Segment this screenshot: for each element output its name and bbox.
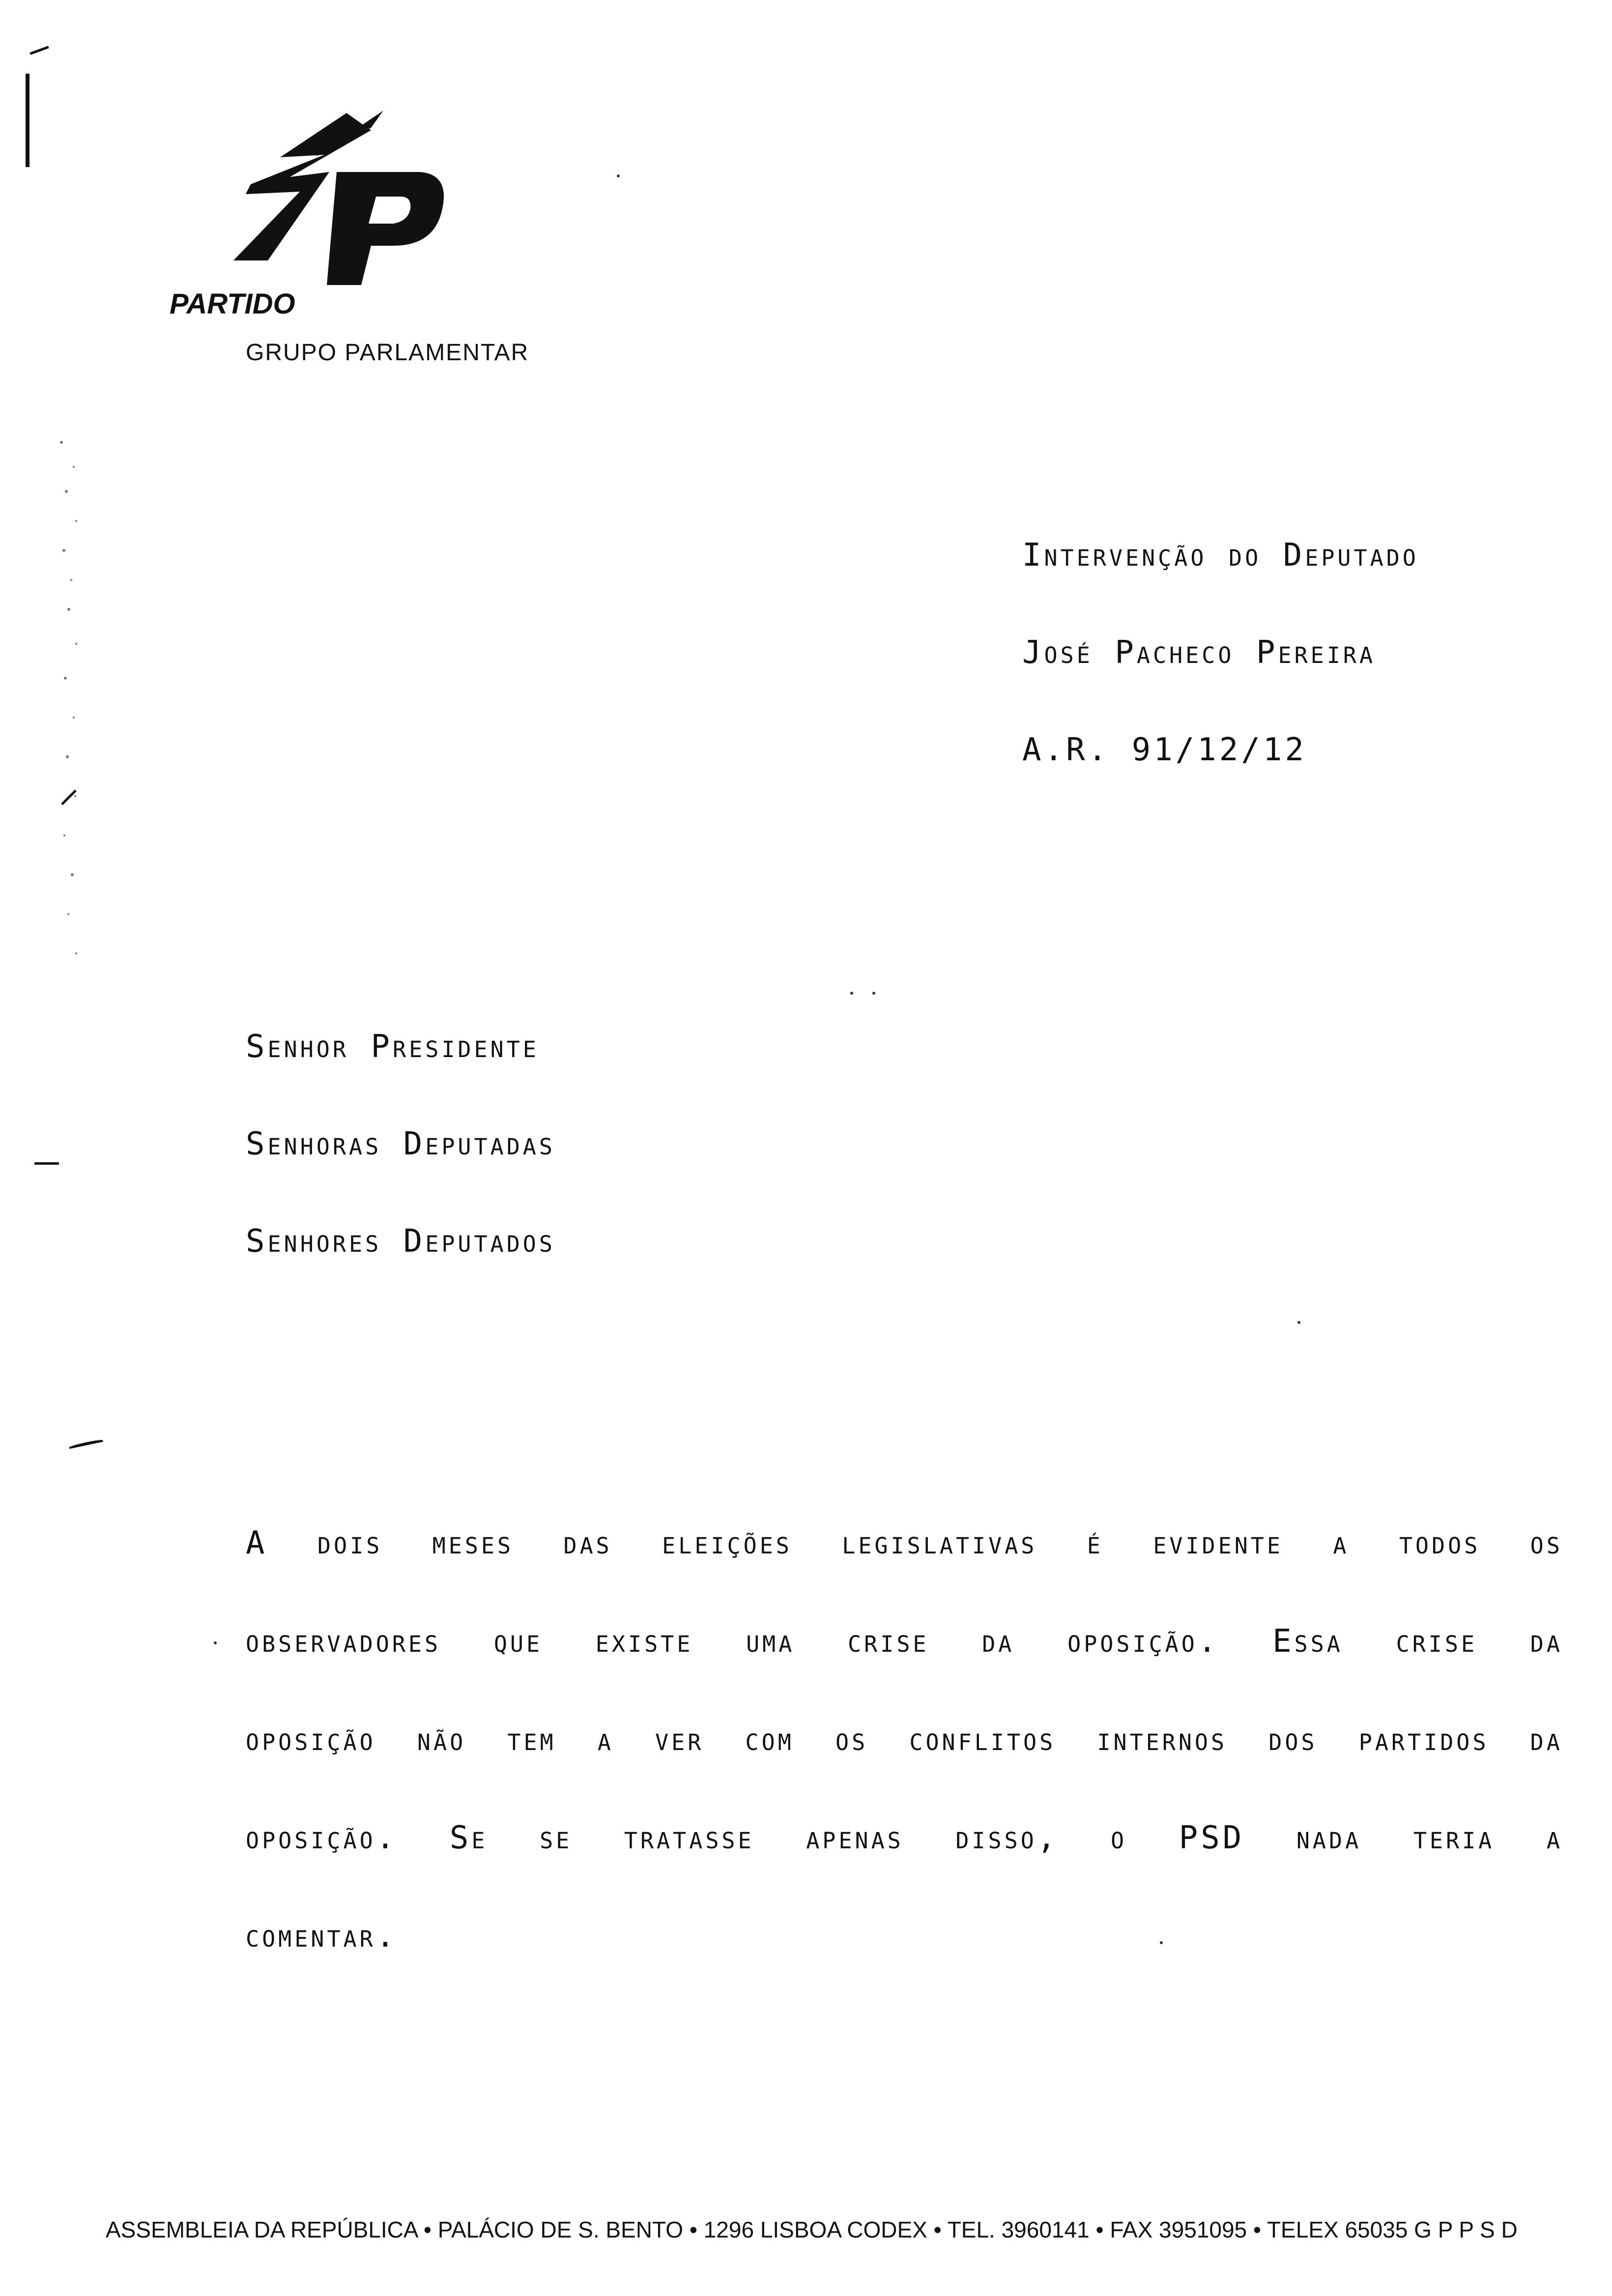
body-line	[246, 1619, 1563, 1718]
heading-date: A.R. 91/12/12	[1022, 732, 1307, 768]
body-line	[246, 1816, 1563, 1914]
body-word: observadores	[246, 1623, 441, 1660]
body-word: Essa	[1272, 1623, 1343, 1660]
body-word: tem	[507, 1722, 556, 1758]
body-word: internos	[1097, 1722, 1228, 1758]
body-word: os	[835, 1722, 868, 1758]
body-word: meses	[432, 1525, 514, 1561]
body-word: da	[982, 1623, 1015, 1660]
body-word: os	[1530, 1525, 1563, 1561]
speech-heading	[1022, 533, 1419, 825]
body-word: dos	[1268, 1722, 1318, 1758]
body-word: é	[1087, 1525, 1103, 1561]
salutation-male-deputies: Senhores Deputados	[246, 1223, 555, 1260]
body-word: oposição	[246, 1722, 376, 1758]
scan-dot	[1297, 1321, 1300, 1324]
body-word: teria	[1413, 1820, 1495, 1856]
body-word: a	[1546, 1820, 1563, 1856]
scan-mark-left-bar	[26, 74, 29, 167]
body-word: da	[1530, 1623, 1563, 1660]
body-word: crise	[848, 1623, 929, 1660]
body-word: partidos	[1358, 1722, 1489, 1758]
scan-speckle-margin	[47, 423, 96, 1012]
body-line	[246, 1718, 1563, 1816]
body-word: ver	[655, 1722, 704, 1758]
scan-dot	[1160, 1941, 1163, 1944]
body-word: que	[493, 1623, 543, 1660]
body-word: disso,	[955, 1820, 1059, 1856]
body-word: a	[597, 1722, 614, 1758]
scan-dot	[872, 992, 875, 995]
body-word: comentar.	[246, 1918, 398, 1954]
party-name: PARTIDO	[170, 288, 295, 320]
body-word: dois	[317, 1525, 383, 1561]
psd-logo	[177, 98, 452, 285]
body-word: apenas	[806, 1820, 904, 1856]
psd-arrow-logo-icon	[177, 98, 452, 285]
heading-title: Intervenção do Deputado	[1022, 537, 1419, 574]
salutation-block	[246, 1025, 555, 1317]
salutation-president: Senhor Presidente	[246, 1029, 539, 1065]
body-word: existe	[595, 1623, 693, 1660]
body-word: das	[563, 1525, 612, 1561]
body-word: legislativas	[842, 1525, 1037, 1561]
body-word: oposição.	[1067, 1623, 1220, 1660]
body-line	[246, 1914, 1563, 2012]
body-word: se	[540, 1820, 573, 1856]
body-word: com	[745, 1722, 794, 1758]
body-line	[246, 1521, 1563, 1619]
body-word: conflitos	[909, 1722, 1056, 1758]
body-word: oposição.	[246, 1820, 398, 1856]
body-word: crise	[1396, 1623, 1478, 1660]
body-word: Se	[449, 1820, 488, 1856]
body-word: o	[1110, 1820, 1127, 1856]
scan-dot	[850, 992, 853, 995]
scan-mark-top-tick	[29, 46, 49, 55]
scan-dot	[617, 174, 620, 177]
body-word: evidente	[1153, 1525, 1283, 1561]
body-word: A	[246, 1525, 268, 1561]
scan-dot	[214, 1641, 217, 1644]
body-word: PSD	[1179, 1820, 1245, 1856]
heading-speaker: José Pacheco Pereira	[1022, 634, 1376, 671]
body-word: tratasse	[624, 1820, 754, 1856]
parliamentary-group-name: GRUPO PARLAMENTAR	[246, 340, 529, 366]
body-word: da	[1530, 1722, 1563, 1758]
body-word: uma	[746, 1623, 795, 1660]
salutation-female-deputies: Senhoras Deputadas	[246, 1126, 555, 1162]
body-word: eleições	[662, 1525, 792, 1561]
scan-mark-left-arc	[69, 1439, 103, 1449]
letterhead-footer: ASSEMBLEIA DA REPÚBLICA • PALÁCIO DE S. BENTO • 1296 LISBOA CODEX • TEL. 3960141 • FAX 3951095 • TELEX 65035 G P P S D	[106, 2217, 1518, 2242]
body-paragraph	[246, 1521, 1563, 2012]
body-word: não	[417, 1722, 466, 1758]
body-word: a	[1333, 1525, 1350, 1561]
body-word: todos	[1399, 1525, 1481, 1561]
scan-mark-left-dash	[34, 1162, 59, 1165]
body-word: nada	[1296, 1820, 1362, 1856]
